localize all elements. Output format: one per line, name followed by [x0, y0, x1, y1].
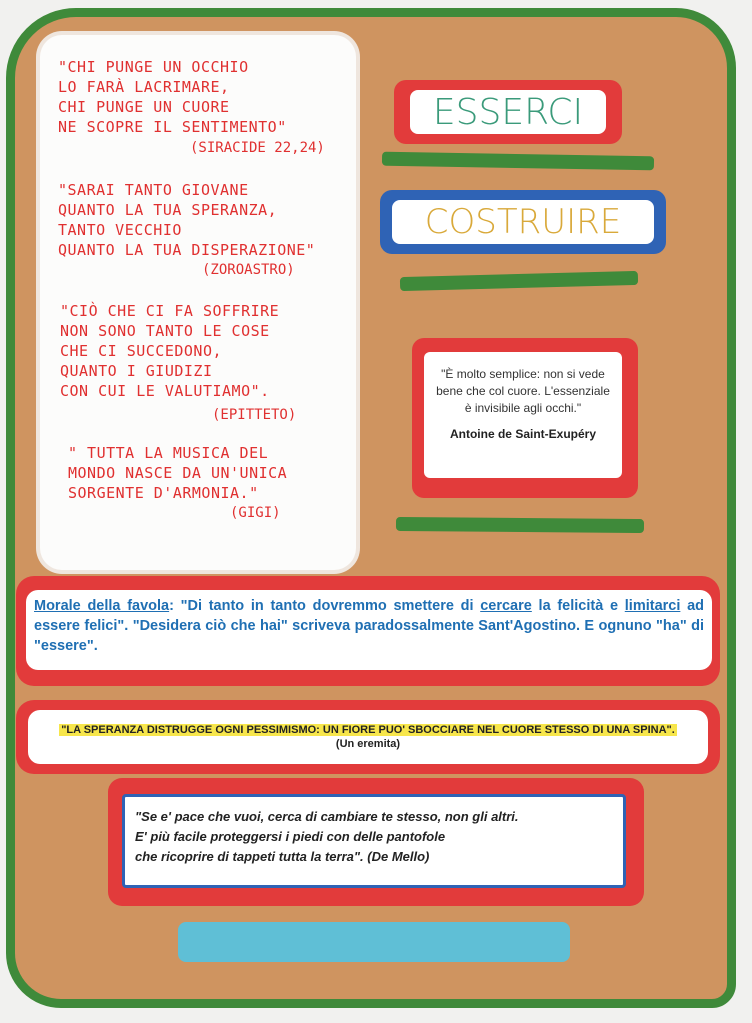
handwritten-quote-3: "CIÒ CHE CI FA SOFFRIRE NON SONO TANTO LE COSE CHE CI SUCCEDONO, QUANTO I GIUDIZI CON CUI LE VALUTIAMO".	[60, 302, 280, 400]
de-mello-card	[108, 778, 644, 906]
saint-exupery-inner	[424, 352, 622, 478]
handwritten-quote-4: " TUTTA LA MUSICA DEL MONDO NASCE DA UN'UNICA SORGENTE D'ARMONIA."	[68, 444, 288, 502]
morale-part-3: ad essere felici". "Desidera ciò che hai" scriveva paradossalmente Sant'Agostino. E ognuno "ha" di "essere".	[34, 598, 705, 654]
morale-part-1: : "Di tanto in tanto dovremmo smettere di	[169, 598, 481, 614]
costruire-text: COSTRUIRE	[392, 200, 654, 244]
morale-band	[16, 576, 720, 686]
handwritten-quote-1: "CHI PUNGE UN OCCHIO LO FARÀ LACRIMARE, CHI PUNGE UN CUORE NE SCOPRE IL SENTIMENTO"	[58, 58, 287, 136]
saint-exupery-author: Antoine de Saint-Exupéry	[449, 427, 597, 441]
handwritten-quotes-sheet	[40, 35, 356, 570]
blue-strip	[178, 922, 570, 962]
speranza-quote: "LA SPERANZA DISTRUGGE OGNI PESSIMISMO: UN FIORE PUO' SBOCCIARE NEL CUORE STESSO DI UNA SPINA".	[61, 724, 675, 736]
morale-part-2: la felicità e	[531, 598, 625, 614]
morale-word-limitarci: limitarci	[624, 598, 681, 614]
green-stripe-3	[396, 517, 644, 533]
handwritten-source-3: (EPITTETO)	[212, 407, 297, 423]
speranza-band	[16, 700, 720, 774]
handwritten-source-4: (GIGI)	[230, 505, 281, 521]
de-mello-inner	[122, 794, 626, 888]
handwritten-source-2: (ZOROASTRO)	[202, 262, 295, 278]
saint-exupery-quote: "È molto semplice: non si vede bene che col cuore. L'essenziale è invisibile agli occhi."	[436, 367, 610, 415]
costruire-label	[380, 190, 666, 254]
de-mello-quote: "Se e' pace che vuoi, cerca di cambiare te stesso, non gli altri. E' più facile proteggersi i piedi con delle pantofole che ricoprire di tappeti tutta la terra". (De Mello)	[135, 809, 519, 864]
handwritten-source-1: (SIRACIDE 22,24)	[190, 140, 325, 156]
speranza-inner	[28, 710, 708, 764]
esserci-text: ESSERCI	[410, 90, 606, 134]
speranza-source: (Un eremita)	[335, 738, 401, 750]
esserci-label	[394, 80, 622, 144]
morale-paragraph	[26, 590, 712, 662]
saint-exupery-card	[412, 338, 638, 498]
morale-title: Morale della favola	[34, 598, 170, 614]
morale-word-cercare: cercare	[480, 598, 532, 614]
handwritten-quote-2: "SARAI TANTO GIOVANE QUANTO LA TUA SPERANZA, TANTO VECCHIO QUANTO LA TUA DISPERAZIONE"	[58, 181, 316, 259]
morale-inner	[26, 590, 712, 670]
